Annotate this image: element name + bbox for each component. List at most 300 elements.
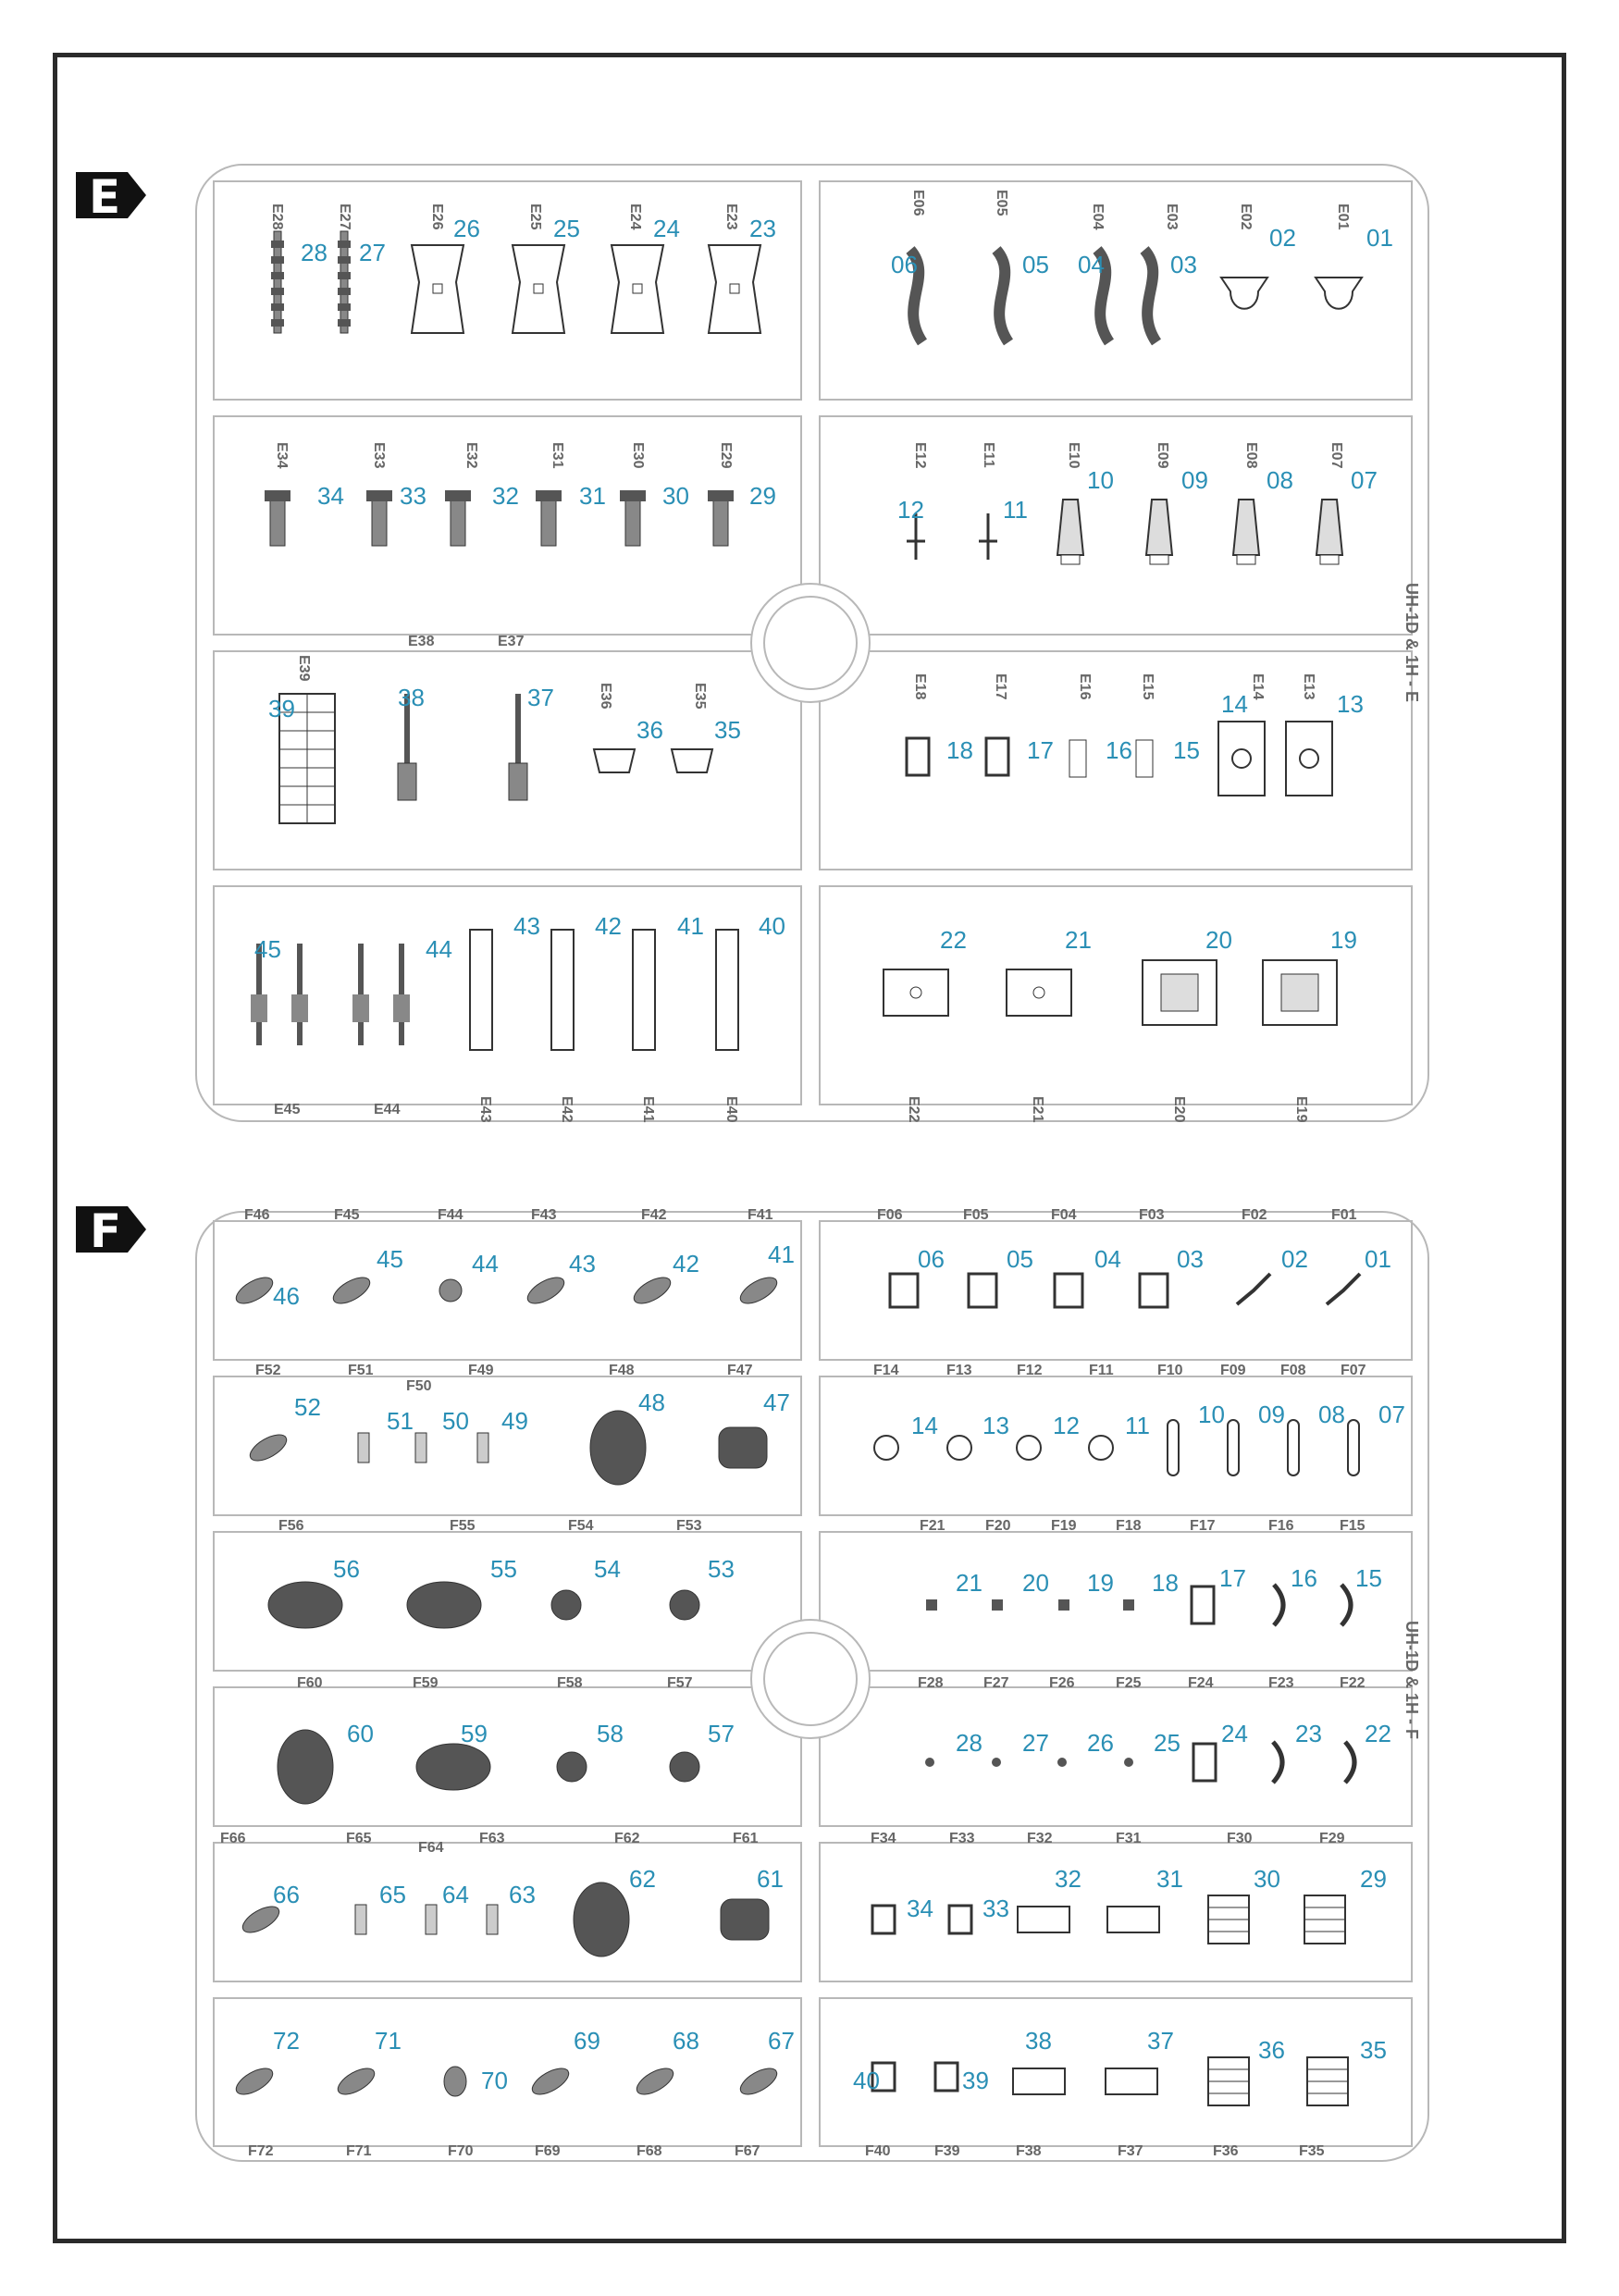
spruce_e-gate-E26: E26: [429, 204, 445, 230]
spruce_f-part-20-shape: [992, 1599, 1003, 1611]
spruce_f-part-58-number: 58: [597, 1720, 624, 1747]
spruce_f-part-19-shape: [1058, 1599, 1069, 1611]
spruce_f-part-32: [1018, 1831, 1081, 1932]
spruce_f-part-37-shape: [1106, 2068, 1157, 2094]
spruce_e-part-11-shape: [979, 513, 997, 560]
spruce_e-gate-E31: E31: [550, 442, 565, 469]
spruce_f-gate-F07: F07: [1341, 1363, 1366, 1378]
spruce_e-part-41: [633, 912, 704, 1123]
spruce_f-part-28: [918, 1675, 983, 1767]
spruce_f-part-39-shape: [935, 2063, 958, 2091]
spruce_f-part-64-shape: [426, 1905, 437, 1934]
spruce_f-part-16: [1268, 1518, 1317, 1625]
spruce_e-part-23-shape: [709, 245, 760, 333]
spruce_e-part-36: [594, 683, 663, 772]
spruce_f-part-23-shape: [1273, 1742, 1282, 1783]
spruce_f-gate-F51: F51: [348, 1363, 374, 1378]
spruce_e-part-16-shape: [1069, 740, 1086, 777]
spruce_e-part-27-shape: [338, 231, 351, 333]
spruce_f-gate-F02: F02: [1242, 1207, 1267, 1223]
spruce_e-part-27: [337, 204, 386, 333]
spruce_f-part-40-number: 40: [853, 2067, 880, 2094]
spruce_f-part-69-number: 69: [574, 2027, 600, 2055]
spruce_f-part-67: [735, 2027, 795, 2159]
spruce_f-part-63-shape: [487, 1905, 498, 1934]
spruce_e-gate-E18: E18: [912, 673, 928, 700]
spruce_f-part-62-number: 62: [629, 1865, 656, 1893]
spruce_f-part-55-shape: [407, 1582, 481, 1628]
spruce_f-part-24-shape: [1193, 1744, 1216, 1781]
spruce_f-part-24: [1188, 1675, 1248, 1781]
spruce_f-gate-F58: F58: [557, 1675, 583, 1691]
spruce_e-part-04: [1078, 204, 1109, 342]
spruce_e-part-09-number: 09: [1181, 466, 1208, 494]
spruce_f-gate-F29: F29: [1319, 1831, 1345, 1846]
spruce_f-gate-F09: F09: [1220, 1363, 1246, 1378]
spruce_f-part-07: [1341, 1363, 1405, 1475]
spruce_e-gate-E11: E11: [981, 442, 996, 468]
spruce_f-part-32-shape: [1018, 1907, 1069, 1932]
spruce_f-part-03-shape: [1140, 1274, 1168, 1307]
spruce_e-part-20-shape: [1143, 960, 1217, 1025]
spruce_f-part-55-number: 55: [490, 1555, 517, 1583]
spruce_e-part-15-number: 15: [1173, 736, 1200, 764]
spruce_f-gate-F50: F50: [406, 1378, 432, 1394]
spruce_e-part-40: [716, 912, 785, 1123]
spruce-e-letter: E: [89, 170, 121, 224]
spruce_e-part-28: [269, 204, 328, 333]
spruce_e-gate-E37: E37: [498, 634, 525, 649]
spruce_f-gate-F28: F28: [918, 1675, 944, 1691]
spruce_f-part-64: [418, 1840, 469, 1934]
spruce_e-part-21: [1007, 926, 1092, 1123]
spruce_f-part-62: [574, 1831, 656, 1957]
spruce_e-part-32-shape: [445, 490, 471, 546]
spruce_f-gate-F18: F18: [1116, 1518, 1142, 1534]
spruce_f-part-47-number: 47: [763, 1389, 790, 1416]
spruce_e-gate-E45: E45: [274, 1102, 301, 1117]
spruce_f-gate-F49: F49: [468, 1363, 494, 1378]
spruce_f-part-51-shape: [358, 1433, 369, 1463]
spruce_e-part-15-shape: [1136, 740, 1153, 777]
spruce_f-part-58-shape: [557, 1752, 587, 1782]
spruce_e-part-21-shape: [1007, 969, 1071, 1016]
spruce_f-gate-F69: F69: [535, 2143, 561, 2159]
spruce_f-gate-F08: F08: [1280, 1363, 1306, 1378]
spruce_e-part-16-number: 16: [1106, 736, 1132, 764]
spruce_e-gate-E36: E36: [598, 683, 613, 710]
spruce_f-gate-F19: F19: [1051, 1518, 1077, 1534]
spruce_f-part-01-shape: [1327, 1274, 1360, 1304]
spruce_f-part-52-shape: [246, 1429, 290, 1465]
spruce_f-part-46: [232, 1207, 300, 1310]
spruce_f-gate-F35: F35: [1299, 2143, 1325, 2159]
spruce_f-gate-F67: F67: [735, 2143, 760, 2159]
spruce_e-gate-E27: E27: [337, 204, 352, 230]
spruce_e-part-24-shape: [612, 245, 663, 333]
spruce_f-part-03-number: 03: [1177, 1245, 1204, 1273]
spruce_f-part-30-shape: [1208, 1895, 1249, 1944]
spruce_e-gate-E30: E30: [630, 442, 646, 469]
spruce_f-part-11-number: 11: [1125, 1412, 1150, 1439]
spruce_f-part-31-shape: [1107, 1907, 1159, 1932]
spruce_e-gate-E17: E17: [993, 673, 1008, 700]
spruce_f-part-26-number: 26: [1087, 1729, 1114, 1757]
spruce_f-part-17-number: 17: [1219, 1564, 1246, 1592]
spruce_e-gate-E07: E07: [1329, 442, 1344, 469]
spruce_f-part-30: [1208, 1831, 1280, 1944]
spruce_f-part-68-number: 68: [673, 2027, 699, 2055]
spruce_f-part-35-number: 35: [1360, 2036, 1387, 2064]
spruce_e-part-15: [1136, 673, 1200, 777]
spruce_e-part-40-shape: [716, 930, 738, 1050]
spruce_f-gate-F17: F17: [1190, 1518, 1216, 1534]
spruce_f-part-38-shape: [1013, 2068, 1065, 2094]
spruce_f-part-09: [1220, 1363, 1285, 1475]
spruce_f-part-72-shape: [232, 2063, 277, 2099]
spruce_f-part-61-number: 61: [757, 1865, 784, 1893]
spruce_f-gate-F55: F55: [450, 1518, 476, 1534]
spruce_f-part-28-shape: [925, 1758, 934, 1767]
spruce_e-gate-E12: E12: [912, 442, 928, 469]
spruce_f-part-37: [1106, 2027, 1174, 2159]
spruce_e-part-26: [412, 204, 480, 333]
spruce_e-part-08-shape: [1233, 500, 1259, 564]
spruce_e-part-19-shape: [1263, 960, 1337, 1025]
spruce_f-part-36-number: 36: [1258, 2036, 1285, 2064]
spruce_f-part-10-shape: [1168, 1420, 1179, 1475]
spruce_f-part-11-shape: [1089, 1436, 1113, 1460]
spruce_f-part-65-shape: [355, 1905, 366, 1934]
spruce_f-gate-F01: F01: [1331, 1207, 1357, 1223]
spruce_e-part-22-shape: [884, 969, 948, 1016]
spruce_f-part-56-shape: [268, 1582, 342, 1628]
spruce_f-gate-F53: F53: [676, 1518, 702, 1534]
spruce_f-part-42: [630, 1207, 699, 1309]
spruce_f-part-69: [528, 2027, 600, 2159]
spruce_e-gate-E04: E04: [1090, 204, 1106, 230]
spruce_f-part-55: [407, 1518, 517, 1628]
spruce_e-part-33-shape: [366, 490, 392, 546]
spruce_f-gate-F14: F14: [873, 1363, 899, 1378]
spruce_e-part-23: [709, 204, 776, 333]
spruce_f-part-03: [1139, 1207, 1204, 1307]
spruce_f-gate-F43: F43: [531, 1207, 557, 1223]
spruce_f-gate-F52: F52: [255, 1363, 281, 1378]
spruce_e-gate-E14: E14: [1250, 673, 1266, 700]
spruce_e-part-37-shape: [509, 694, 527, 800]
spruce_f-part-35: [1299, 2036, 1387, 2159]
spruce_f-part-15-number: 15: [1355, 1564, 1382, 1592]
spruce_e-part-10-number: 10: [1087, 466, 1114, 494]
spruce_f-part-36: [1208, 2036, 1285, 2159]
spruce_e-part-01-shape: [1316, 278, 1362, 309]
spruce_f-part-47-shape: [719, 1427, 767, 1468]
spruce_f-part-10-number: 10: [1198, 1401, 1225, 1428]
spruce_f-gate-F41: F41: [748, 1207, 773, 1223]
spruce_e-gate-E38: E38: [408, 634, 435, 649]
spruce_f-gate-F46: F46: [244, 1207, 270, 1223]
spruce_f-gate-F30: F30: [1227, 1831, 1253, 1846]
spruce_f-part-42-number: 42: [673, 1250, 699, 1278]
spruce_e-part-32-number: 32: [492, 482, 519, 510]
spruce_f-part-62-shape: [574, 1882, 629, 1957]
spruce_e-part-28-number: 28: [301, 239, 328, 266]
spruce_f-part-49-number: 49: [501, 1407, 528, 1435]
spruce_f-gate-F45: F45: [334, 1207, 360, 1223]
spruce_f-part-17-shape: [1192, 1586, 1214, 1623]
spruce_f-part-37-number: 37: [1147, 2027, 1174, 2055]
spruce_f-part-51: [348, 1363, 414, 1463]
spruce_f-part-48-shape: [590, 1411, 646, 1485]
spruce_f-part-27: [983, 1675, 1049, 1767]
spruce_e-gate-E28: E28: [269, 204, 285, 230]
spruce_e-part-20: [1143, 926, 1232, 1123]
spruce_f-part-43: [524, 1207, 596, 1309]
spruce_f-part-59-shape: [416, 1744, 490, 1790]
spruce_e-part-03-number: 03: [1170, 251, 1197, 278]
spruce_e-part-13: [1286, 673, 1364, 796]
spruce_e-part-05-shape: [996, 250, 1008, 342]
spruce_f-part-71-shape: [334, 2063, 378, 2099]
spruce_e-part-34-shape: [265, 490, 290, 546]
spruce_f-part-20-number: 20: [1022, 1569, 1049, 1597]
spruce_f-part-44-number: 44: [472, 1250, 499, 1278]
spruce_e-part-30: [620, 442, 689, 546]
spruce_f-part-29-number: 29: [1360, 1865, 1387, 1893]
spruce_e-gate-E23: E23: [723, 204, 739, 230]
spruce_f-part-19-number: 19: [1087, 1569, 1114, 1597]
spruce_f-part-41-number: 41: [768, 1241, 795, 1268]
spruce_f-gate-F11: F11: [1089, 1363, 1114, 1378]
spruce_e-part-11-number: 11: [1003, 496, 1028, 524]
spruce_e-part-45: [251, 935, 308, 1117]
spruce_e-gate-E33: E33: [371, 442, 387, 469]
spruce_e-part-09-shape: [1146, 500, 1172, 564]
spruce_e-gate-E43: E43: [477, 1096, 493, 1123]
spruce_f-gate-F27: F27: [983, 1675, 1009, 1691]
spruce_e-part-21-number: 21: [1065, 926, 1092, 954]
spruce_f-part-05-number: 05: [1007, 1245, 1033, 1273]
spruce_e-part-02-number: 02: [1269, 224, 1296, 252]
spruce_f-gate-F22: F22: [1340, 1675, 1366, 1691]
spruce_e-part-34: [265, 442, 344, 546]
spruce_e-part-01: [1316, 204, 1393, 309]
spruce_e-gate-E01: E01: [1335, 204, 1351, 230]
spruce_f-part-27-shape: [992, 1758, 1001, 1767]
spruce_f-gate-F68: F68: [636, 2143, 662, 2159]
spruce_f-part-41: [736, 1207, 795, 1309]
spruce_e-part-36-shape: [594, 749, 635, 772]
spruce_f-gate-F59: F59: [413, 1675, 439, 1691]
spruce_f-part-15: [1340, 1518, 1382, 1625]
spruce_f-part-57-shape: [670, 1752, 699, 1782]
spruce_f-part-52-number: 52: [294, 1393, 321, 1421]
spruce_f-part-54-number: 54: [594, 1555, 621, 1583]
spruce_e-part-36-number: 36: [636, 716, 663, 744]
spruce_f-part-47: [719, 1363, 790, 1468]
spruce_f-gate-F71: F71: [346, 2143, 372, 2159]
spruce_e-gate-E06: E06: [910, 190, 926, 216]
spruce_e-part-38-number: 38: [398, 684, 425, 711]
spruce_f-part-06-shape: [890, 1274, 918, 1307]
spruce_f-part-04: [1051, 1207, 1121, 1307]
spruce_e-part-38: [398, 634, 435, 800]
spruce_f-gate-F33: F33: [949, 1831, 975, 1846]
spruce_f-part-70-shape: [444, 2067, 466, 2096]
spruce_f-gate-F23: F23: [1268, 1675, 1294, 1691]
spruce_f-part-67-shape: [736, 2063, 781, 2099]
spruce_e-part-05-number: 05: [1022, 251, 1049, 278]
spruce_f-part-65: [346, 1831, 406, 1934]
spruce_e-part-11: [979, 442, 1028, 560]
spruce_e-part-39-number: 39: [268, 695, 295, 722]
spruce_f-gate-F10: F10: [1157, 1363, 1183, 1378]
spruce_f-part-23: [1268, 1675, 1322, 1783]
spruce_f-part-39: [934, 2063, 989, 2159]
spruce_e-gate-E16: E16: [1077, 673, 1093, 700]
spruce_e-part-03-shape: [1144, 250, 1156, 342]
spruce_f-part-59-number: 59: [461, 1720, 488, 1747]
spruce_e-part-07-number: 07: [1351, 466, 1378, 494]
spruce_e-part-43: [470, 912, 540, 1123]
spruce_e-part-43-number: 43: [513, 912, 540, 940]
spruce_f-part-13-number: 13: [983, 1412, 1009, 1439]
spruce_e-gate-E40: E40: [723, 1096, 739, 1123]
spruce_f-part-38-number: 38: [1025, 2027, 1052, 2055]
spruce_f-part-04-shape: [1055, 1274, 1082, 1307]
spruce-f-letter: F: [90, 1204, 122, 1258]
spruce_f-part-05-shape: [969, 1274, 996, 1307]
spruce_f-part-02-number: 02: [1281, 1245, 1308, 1273]
spruce_f-part-63: [479, 1831, 536, 1934]
spruce_f-part-54-shape: [551, 1590, 581, 1620]
spruce_e-part-18-number: 18: [946, 736, 973, 764]
spruce_e-gate-E29: E29: [718, 442, 734, 469]
spruce_e-part-02: [1221, 204, 1296, 309]
spruce_e-part-42-number: 42: [595, 912, 622, 940]
spruce_f-part-52: [246, 1363, 321, 1466]
spruce_e-gate-E10: E10: [1066, 442, 1081, 469]
spruce_f-gate-F48: F48: [609, 1363, 635, 1378]
spruce_e-part-08: [1233, 442, 1293, 564]
spruce_e-part-37: [498, 634, 554, 800]
spruce_f-part-53-shape: [670, 1590, 699, 1620]
spruce_e-part-31-number: 31: [579, 482, 606, 510]
spruce_f-part-05: [963, 1207, 1033, 1307]
spruce_e-part-25-number: 25: [553, 215, 580, 242]
spruce_f-part-14-number: 14: [911, 1412, 938, 1439]
spruce_f-part-48: [590, 1363, 665, 1485]
spruce_f-part-15-shape: [1341, 1585, 1351, 1625]
spruce_e-gate-E24: E24: [627, 204, 643, 230]
spruce_f-part-34: [871, 1831, 933, 1933]
spruce_e-gate-E34: E34: [274, 442, 290, 469]
spruce_f-part-13-shape: [947, 1436, 971, 1460]
spruce_e-gate-E25: E25: [527, 204, 543, 230]
spruce_e-part-32: [445, 442, 519, 546]
spruce_e-part-25-shape: [513, 245, 564, 333]
spruce_e-gate-E44: E44: [374, 1102, 401, 1117]
spruce_f-part-72: [232, 2027, 300, 2159]
spruce_e-gate-E03: E03: [1164, 204, 1180, 230]
spruce_e-part-01-number: 01: [1366, 224, 1393, 252]
spruce_f-part-69-shape: [528, 2063, 573, 2099]
spruce_f-part-21-shape: [926, 1599, 937, 1611]
spruce_e-gate-E09: E09: [1155, 442, 1170, 469]
parts-layer: [220, 190, 1405, 2159]
spruce_f-part-08: [1280, 1363, 1345, 1475]
spruce_f-part-43-number: 43: [569, 1250, 596, 1278]
spruce_e-part-34-number: 34: [317, 482, 344, 510]
spruce_e-part-44-number: 44: [426, 935, 452, 963]
spruce_f-part-24-number: 24: [1221, 1720, 1248, 1747]
spruce_e-part-19-number: 19: [1330, 926, 1357, 954]
spruce_f-part-45-shape: [329, 1272, 374, 1308]
spruce_f-part-56: [268, 1518, 360, 1628]
spruce_f-part-41-shape: [736, 1272, 781, 1308]
spruce_f-part-09-number: 09: [1258, 1401, 1285, 1428]
spruce_f-gate-F24: F24: [1188, 1675, 1214, 1691]
spruce_e-part-04-number: 04: [1078, 251, 1105, 278]
spruce_f-part-25-shape: [1124, 1758, 1133, 1767]
spruce_f-part-23-number: 23: [1295, 1720, 1322, 1747]
spruce_f-part-45-number: 45: [377, 1245, 403, 1273]
spruce_f-gate-F31: F31: [1116, 1831, 1142, 1846]
spruce_f-part-14-shape: [874, 1436, 898, 1460]
spruce_f-part-43-shape: [524, 1272, 568, 1308]
spruce_f-gate-F60: F60: [297, 1675, 323, 1691]
spruce_e-part-26-shape: [412, 245, 463, 333]
spruce_e-part-17-number: 17: [1027, 736, 1054, 764]
spruce_f-part-65-number: 65: [379, 1881, 406, 1908]
spruce_f-part-49: [468, 1363, 528, 1463]
spruce_e-part-40-number: 40: [759, 912, 785, 940]
spruce_f-gate-F40: F40: [865, 2143, 891, 2159]
spruce_f-part-72-number: 72: [273, 2027, 300, 2055]
spruce_f-part-26-shape: [1057, 1758, 1067, 1767]
spruce_f-gate-F38: F38: [1016, 2143, 1042, 2159]
spruce_f-part-04-number: 04: [1094, 1245, 1121, 1273]
spruce_f-gate-F44: F44: [438, 1207, 463, 1223]
spruce_e-part-16: [1069, 673, 1132, 777]
spruce_f-part-54: [551, 1518, 621, 1620]
spruce_f-part-34-shape: [872, 1906, 895, 1933]
spruce_f-gate-F25: F25: [1116, 1675, 1142, 1691]
spruce_f-gate-F66: F66: [220, 1831, 246, 1846]
spruce_f-part-31-number: 31: [1156, 1865, 1183, 1893]
spruce_e-part-07-shape: [1316, 500, 1342, 564]
spruce_f-gate-F63: F63: [479, 1831, 505, 1846]
spruce_f-gate-F04: F04: [1051, 1207, 1077, 1223]
spruce_f-part-60-number: 60: [347, 1720, 374, 1747]
spruce_f-part-27-number: 27: [1022, 1729, 1049, 1757]
spruce_f-part-61: [721, 1831, 784, 1940]
spruce_f-gate-F32: F32: [1027, 1831, 1053, 1846]
spruce_e-part-10: [1057, 442, 1114, 564]
spruce_e-gate-E21: E21: [1030, 1096, 1045, 1123]
spruce_f-gate-F37: F37: [1118, 2143, 1143, 2159]
spruce_f-part-68-shape: [633, 2063, 677, 2099]
spruce_e-part-42: [551, 912, 622, 1123]
spruce_f-part-49-shape: [477, 1433, 488, 1463]
spruce_f-part-53: [670, 1518, 735, 1620]
spruce_e-part-33-number: 33: [400, 482, 426, 510]
spruce_f-gate-F61: F61: [733, 1831, 759, 1846]
spruce_f-part-26: [1049, 1675, 1114, 1767]
spruce_e-part-27-number: 27: [359, 239, 386, 266]
spruce_f-part-09-shape: [1228, 1420, 1239, 1475]
